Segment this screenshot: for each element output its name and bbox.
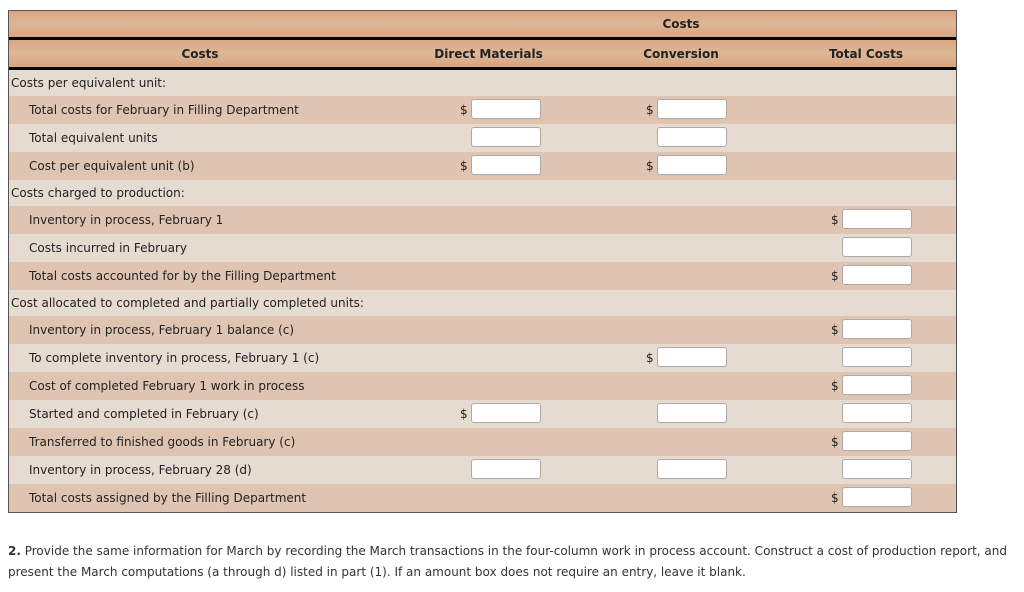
dollar-sign: $: [831, 491, 839, 505]
section-label: Costs charged to production:: [11, 186, 185, 200]
row-label: Transferred to finished goods in February (c): [29, 435, 296, 449]
row-label: Started and completed in February (c): [29, 407, 259, 421]
table-row: [9, 428, 956, 456]
total-amount-input[interactable]: [842, 487, 912, 507]
conv-cell: [586, 316, 776, 344]
total-amount-input[interactable]: [842, 431, 912, 451]
section-label: Costs per equivalent unit:: [11, 76, 167, 90]
dollar-sign: $: [460, 407, 468, 421]
conv-cell: [586, 124, 776, 152]
total-cell: [776, 344, 956, 372]
total-cell: [776, 96, 956, 124]
conv-cell: [586, 428, 776, 456]
total-cell: [776, 262, 956, 290]
total-amount-input[interactable]: [842, 265, 912, 285]
total-amount-input[interactable]: [842, 403, 912, 423]
total-amount-input[interactable]: [842, 375, 912, 395]
total-cell: [776, 400, 956, 428]
row-label: Inventory in process, February 28 (d): [29, 463, 252, 477]
dm-cell: [391, 206, 586, 234]
table-row: [9, 234, 956, 262]
header-total-costs: Total Costs: [828, 46, 904, 61]
conv-cell: [586, 344, 776, 372]
section-row: [9, 70, 956, 96]
dm-cell: [391, 152, 586, 180]
table-row: [9, 262, 956, 290]
dm-amount-input[interactable]: [471, 403, 541, 423]
dm-cell: [391, 262, 586, 290]
dollar-sign: $: [460, 159, 468, 173]
header-group-row: [9, 11, 956, 40]
dollar-sign: $: [831, 269, 839, 283]
conv-cell: [586, 206, 776, 234]
row-label: Total costs accounted for by the Filling Department: [29, 269, 336, 283]
section-row: [9, 290, 956, 316]
header-costs: Costs: [181, 46, 219, 61]
dollar-sign: $: [831, 323, 839, 337]
total-amount-input[interactable]: [842, 237, 912, 257]
row-label: To complete inventory in process, February 1 (c): [29, 351, 320, 365]
table-row: [9, 206, 956, 234]
row-label: Inventory in process, February 1 balance (c): [29, 323, 295, 337]
dm-cell: [391, 372, 586, 400]
dm-amount-input[interactable]: [471, 99, 541, 119]
total-cell: [776, 372, 956, 400]
total-cell: [776, 152, 956, 180]
table-row: [9, 456, 956, 484]
conv-cell: [586, 456, 776, 484]
row-label: Inventory in process, February 1: [29, 213, 224, 227]
conv-amount-input[interactable]: [657, 99, 727, 119]
total-amount-input[interactable]: [842, 459, 912, 479]
row-label: Total costs assigned by the Filling Department: [29, 491, 307, 505]
dm-cell: [391, 484, 586, 512]
conv-cell: [586, 484, 776, 512]
conv-amount-input[interactable]: [657, 347, 727, 367]
conv-amount-input[interactable]: [657, 127, 727, 147]
dollar-sign: $: [460, 103, 468, 117]
row-label: Cost per equivalent unit (b): [29, 159, 195, 173]
total-amount-input[interactable]: [842, 319, 912, 339]
question-number: 2.: [8, 544, 21, 558]
dm-cell: [391, 456, 586, 484]
total-amount-input[interactable]: [842, 209, 912, 229]
table-row: [9, 96, 956, 124]
conv-amount-input[interactable]: [657, 403, 727, 423]
question-text: [8, 541, 1020, 583]
dollar-sign: $: [831, 379, 839, 393]
total-amount-input[interactable]: [842, 347, 912, 367]
conv-amount-input[interactable]: [657, 459, 727, 479]
conv-amount-input[interactable]: [657, 155, 727, 175]
dm-cell: [391, 124, 586, 152]
conv-cell: [586, 152, 776, 180]
total-cell: [776, 206, 956, 234]
section-row: [9, 180, 956, 206]
dollar-sign: $: [646, 159, 654, 173]
dm-cell: [391, 234, 586, 262]
conv-cell: [586, 234, 776, 262]
table-row: [9, 484, 956, 512]
question-body: Provide the same information for March by recording the March transactions in the four-column work in process account. Construct a cost of production report, and present the March computations (a through d) listed in part (1). If an amount box does not require an entry, leave it blank.: [8, 544, 1007, 579]
dollar-sign: $: [831, 213, 839, 227]
header-direct-materials: Direct Materials: [434, 46, 543, 61]
total-cell: [776, 456, 956, 484]
row-label: Costs incurred in February: [29, 241, 188, 255]
dm-cell: [391, 428, 586, 456]
section-label: Cost allocated to completed and partially completed units:: [11, 296, 364, 310]
dm-cell: [391, 400, 586, 428]
dollar-sign: $: [646, 103, 654, 117]
total-cell: [776, 484, 956, 512]
dollar-sign: $: [646, 351, 654, 365]
table-row: [9, 124, 956, 152]
cost-table: [8, 10, 957, 513]
table-row: [9, 400, 956, 428]
table-row: [9, 316, 956, 344]
table-row: [9, 372, 956, 400]
total-cell: [776, 234, 956, 262]
row-label: Total costs for February in Filling Department: [29, 103, 299, 117]
header-conversion: Conversion: [643, 46, 719, 61]
row-label: Cost of completed February 1 work in process: [29, 379, 305, 393]
dm-amount-input[interactable]: [471, 127, 541, 147]
total-cell: [776, 124, 956, 152]
conv-cell: [586, 96, 776, 124]
dollar-sign: $: [831, 435, 839, 449]
row-label: Total equivalent units: [29, 131, 158, 145]
dm-cell: [391, 96, 586, 124]
conv-cell: [586, 372, 776, 400]
dm-amount-input[interactable]: [471, 155, 541, 175]
conv-cell: [586, 262, 776, 290]
table-row: [9, 152, 956, 180]
dm-cell: [391, 316, 586, 344]
dm-amount-input[interactable]: [471, 459, 541, 479]
total-cell: [776, 316, 956, 344]
header-costs-group: Costs: [662, 17, 700, 31]
table-row: [9, 344, 956, 372]
conv-cell: [586, 400, 776, 428]
dm-cell: [391, 344, 586, 372]
header-columns-row: [9, 40, 956, 70]
total-cell: [776, 428, 956, 456]
